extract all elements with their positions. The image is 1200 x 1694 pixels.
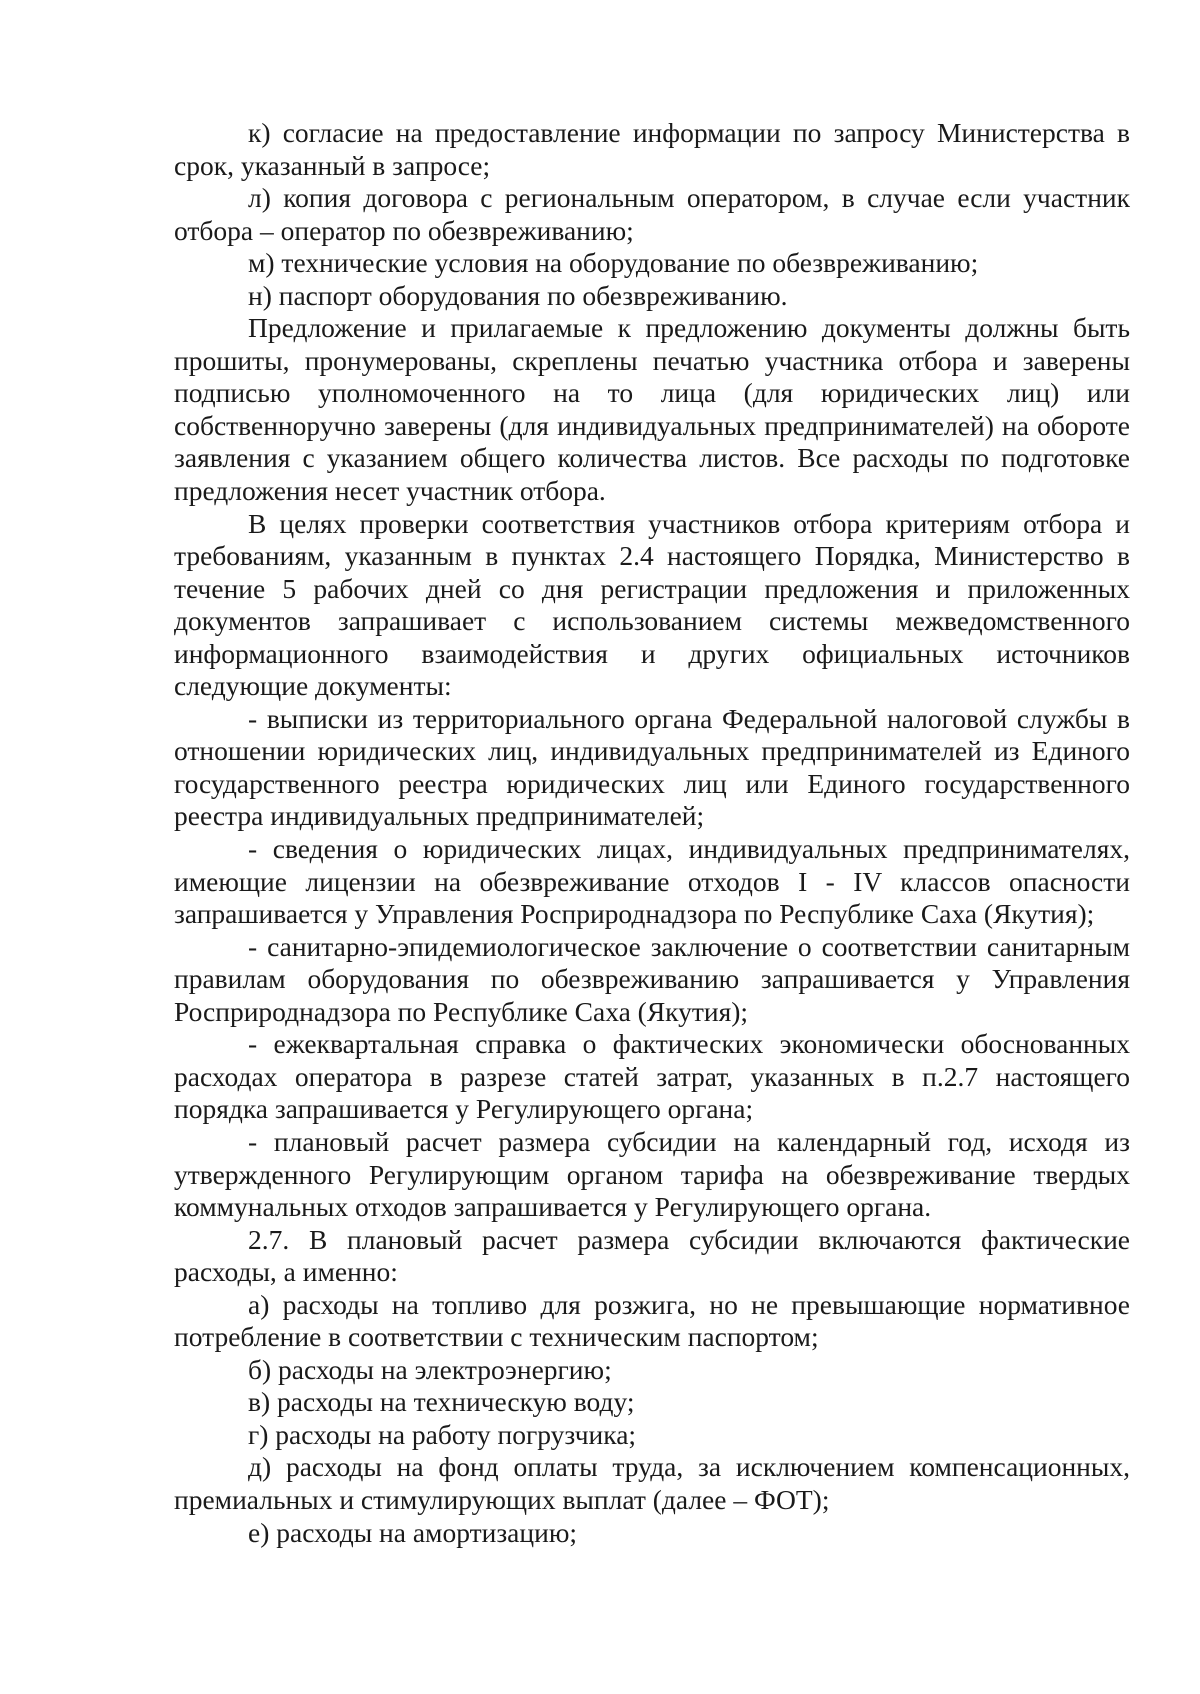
item-k-consent: к) согласие на предоставление информации по запросу Министерства в срок, указанный в запросе; — [174, 117, 1130, 181]
paragraph-verification: В целях проверки соответствия участников отбора критериям отбора и требованиям, указанным в пунктах 2.4 настоящего Порядка, Министерство в течение 5 рабочих дней со дня регистрации предложения и приложенных документов запрашивает с использованием системы межведомственного информационного взаимодействия и других официальных источников следующие документы: — [174, 507, 1130, 702]
expense-item-b-electricity: б) расходы на электроэнергию; — [248, 1353, 612, 1385]
expense-item-e-depreciation: е) расходы на амортизацию; — [248, 1516, 578, 1548]
expense-item-a-fuel: а) расходы на топливо для розжига, но не превышающие нормативное потребление в соответствии с техническим паспортом; — [174, 1288, 1130, 1353]
paragraph-documents-requirements: Предложение и прилагаемые к предложению документы должны быть прошиты, пронумерованы, скреплены печатью участника отбора и заверены подписью уполномоченного на то лица (для юридических лиц) или собственноручно заверены (для индивидуальных предпринимателей) на обороте заявления с указанием общего количества листов. Все расходы по подготовке предложения несет участник отбора. — [174, 312, 1130, 507]
expense-item-d-payroll: д) расходы на фонд оплаты труда, за исключением компенсационных, премиальных и стимулирующих выплат (далее – ФОТ); — [174, 1451, 1130, 1515]
item-n-equipment-passport: н) паспорт оборудования по обезвреживанию. — [248, 279, 788, 311]
expense-item-v-water: в) расходы на техническую воду; — [248, 1386, 635, 1418]
item-l-contract-copy: л) копия договора с региональным оператором, в случае если участник отбора – оператор по обезвреживанию; — [174, 182, 1130, 246]
list-item-sanitary-conclusion: - санитарно-эпидемиологическое заключение о соответствии санитарным правилам оборудования по обезвреживанию запрашивается у Управления Росприроднадзора по Республике Саха (Якутия); — [174, 930, 1130, 1027]
list-item-planned-calculation: - плановый расчет размера субсидии на календарный год, исходя из утвержденного Регулирующим органом тарифа на обезвреживание твердых коммунальных отходов запрашивается у Регулирующего органа. — [174, 1125, 1130, 1223]
expense-item-g-loader: г) расходы на работу погрузчика; — [248, 1418, 637, 1450]
list-item-quarterly-report: - ежеквартальная справка о фактических экономически обоснованных расходах оператора в разрезе статей затрат, указанных в п.2.7 настоящего порядка запрашивается у Регулирующего органа; — [174, 1028, 1130, 1125]
document-body — [174, 117, 1130, 1549]
list-item-tax-extracts: - выписки из территориального органа Федеральной налоговой службы в отношении юридических лиц, индивидуальных предпринимателей из Единого государственного реестра юридических лиц или Единого государственного реестра индивидуальных предпринимателей; — [174, 702, 1130, 832]
section-2-7-heading: 2.7. В плановый расчет размера субсидии включаются фактические расходы, а именно: — [174, 1223, 1130, 1288]
item-m-technical-conditions: м) технические условия на оборудование по обезвреживанию; — [248, 247, 979, 279]
list-item-licenses: - сведения о юридических лицах, индивидуальных предпринимателях, имеющие лицензии на обезвреживание отходов I - IV классов опасности запрашивается у Управления Росприроднадзора по Республике Саха (Якутия); — [174, 833, 1130, 930]
